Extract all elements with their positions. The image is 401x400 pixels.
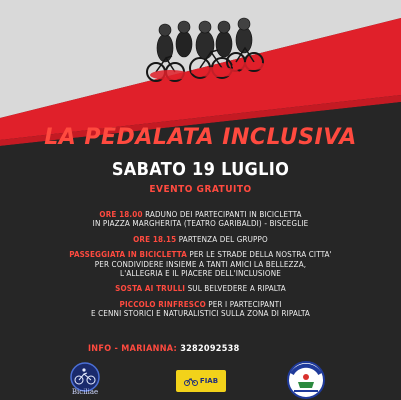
- fiab-bike-icon: [184, 376, 198, 386]
- contact-phone: 3282092538: [180, 344, 240, 354]
- program-highlight: ORE 18.15: [133, 234, 177, 244]
- program-item-partenza: [0, 235, 401, 244]
- fiab-logo: [176, 370, 226, 392]
- program-highlight: SOSTA AI TRULLI: [115, 284, 186, 294]
- program-text: PARTENZA DEL GRUPPO: [178, 234, 268, 244]
- program-highlight: PASSEGGIATA IN BICICLETTA: [69, 250, 187, 260]
- program-text-line2: PER CONDIVIDERE INSIEME A TANTI AMICI LA BELLEZZA,: [94, 259, 307, 269]
- fiab-label: FIAB: [199, 377, 219, 385]
- contact-label: INFO - MARIANNA:: [88, 344, 178, 354]
- program-text: RADUNO DEI PARTECIPANTI IN BICICLETTA: [145, 210, 302, 219]
- poster-title: [0, 125, 401, 150]
- program-item-rinfresco: [0, 300, 401, 319]
- program-item-passeggiata: [0, 250, 401, 278]
- program-text-line2: IN PIAZZA MARGHERITA (TEATRO GARIBALDI) - BISCEGLIE: [92, 219, 309, 229]
- program-item-sosta: [0, 284, 401, 293]
- event-subtitle: EVENTO GRATUITO: [149, 184, 252, 195]
- program-text: PER LE STRADE DELLA NOSTRA CITTA': [189, 250, 332, 260]
- cyclists-photo: [0, 0, 401, 140]
- contact-info: [88, 344, 240, 354]
- program-highlight: ORE 18.00: [99, 210, 143, 219]
- biciliae-label: Biciliae: [71, 388, 99, 396]
- event-date: SABATO 19 LUGLIO: [111, 159, 290, 180]
- cicloamici-badge-icon: [286, 360, 326, 400]
- program-text-line3: L'ALLEGRIA E IL PIACERE DELL'INCLUSIONE: [120, 268, 281, 278]
- event-program: [0, 210, 401, 325]
- program-text: SUL BELVEDERE A RIPALTA: [187, 284, 286, 294]
- poster-title-text: LA PEDALATA INCLUSIVA: [44, 125, 357, 150]
- program-highlight: PICCOLO RINFRESCO: [119, 299, 206, 309]
- program-text-line2: E CENNI STORICI E NATURALISTICI SULLA ZONA DI RIPALTA: [91, 309, 310, 319]
- program-item-raduno: [0, 210, 401, 229]
- program-text: PER I PARTECIPANTI: [208, 299, 282, 309]
